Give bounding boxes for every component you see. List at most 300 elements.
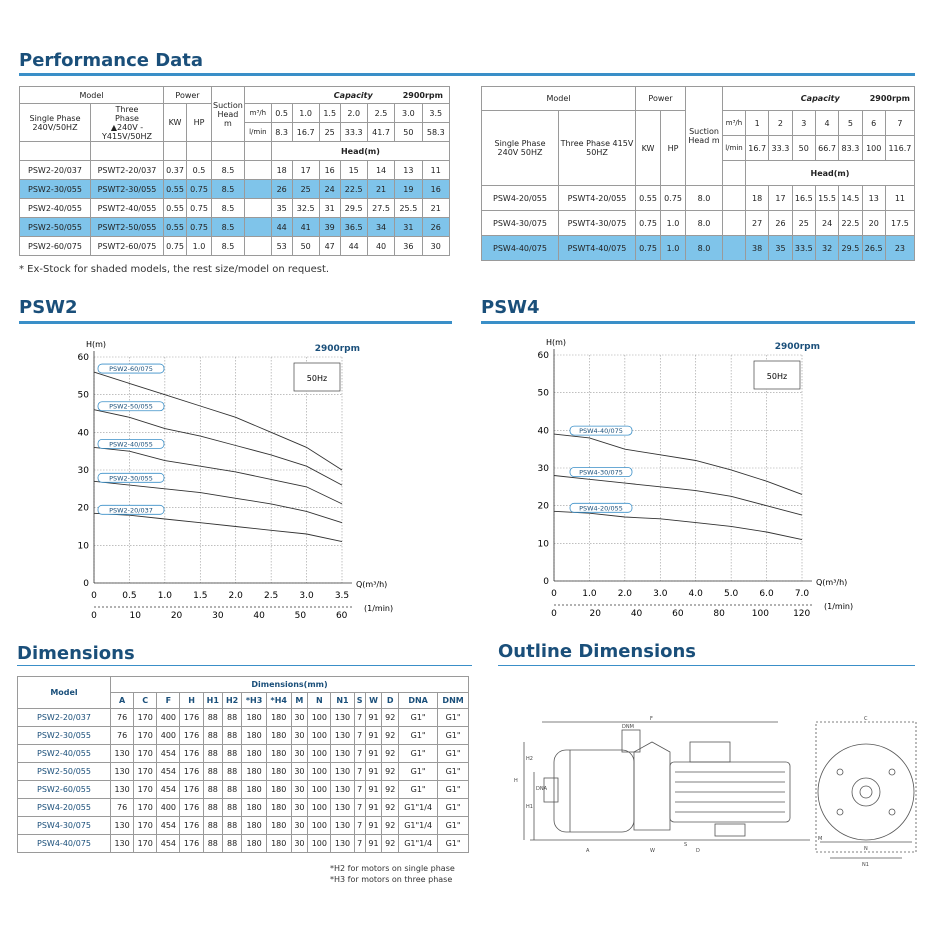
table-cell: 19: [395, 180, 422, 199]
x-axis-label: Q(m³/h): [356, 580, 388, 589]
table-cell: 130: [111, 817, 134, 835]
y-tick-label: 60: [537, 351, 549, 361]
q: 2: [769, 111, 792, 136]
table-cell: PSWT2-50/055: [91, 218, 164, 237]
table-cell: 30: [291, 763, 308, 781]
table-cell: PSW4-20/055: [18, 799, 111, 817]
table-cell: PSW2-30/055: [18, 727, 111, 745]
table-cell: 18: [271, 161, 292, 180]
lbl-m: M: [818, 836, 823, 842]
table-cell: G1"1/4: [399, 799, 438, 817]
table-cell: 16: [422, 180, 449, 199]
table-cell: PSW2-50/055: [20, 218, 91, 237]
h-three: Three Phase ▲240V - Y415V/50HZ: [91, 104, 164, 142]
x-tick-label: 0.5: [122, 591, 137, 601]
table-cell: 180: [242, 745, 267, 763]
h-model: Model: [20, 87, 164, 104]
x-tick-label: 5.0: [723, 589, 739, 599]
table-cell: G1": [438, 781, 469, 799]
x-tick-label: 3.5: [334, 591, 350, 601]
table-cell: 35: [271, 199, 292, 218]
performance-title: Performance Data: [19, 50, 204, 71]
table-cell: G1": [438, 799, 469, 817]
table-cell: 1.0: [661, 211, 686, 236]
table-cell: G1": [438, 745, 469, 763]
table-cell: 26: [271, 180, 292, 199]
table-cell: 30: [422, 237, 449, 256]
table-cell: PSW2-50/055: [18, 763, 111, 781]
col-header: M: [291, 693, 308, 709]
dim-note-1: *H2 for motors on single phase: [330, 864, 455, 873]
table-cell: 50: [292, 237, 319, 256]
table-cell: PSWT2-40/055: [91, 199, 164, 218]
table-cell: 7: [354, 745, 365, 763]
table-cell: PSW4-30/075: [18, 817, 111, 835]
table-cell: 130: [331, 835, 354, 853]
table-cell: 176: [180, 781, 203, 799]
table-cell: 15: [340, 161, 367, 180]
table-cell: PSW2-40/055: [20, 199, 91, 218]
h-head: Head(m): [271, 142, 449, 161]
x-tick-label: 2.5: [263, 591, 279, 601]
lbl-h1: H1: [526, 804, 533, 810]
lbl-n: N: [864, 846, 868, 852]
table-cell: 92: [382, 727, 399, 745]
x-tick-label: 1.0: [157, 591, 173, 601]
table-cell: 170: [134, 781, 157, 799]
table-cell: 36.5: [340, 218, 367, 237]
series-label: PSW4-40/075: [579, 427, 623, 436]
table-cell: PSW2-60/055: [18, 781, 111, 799]
table-cell: 100: [308, 727, 331, 745]
table-cell: 454: [157, 781, 180, 799]
table-cell: 176: [180, 799, 203, 817]
q: 41.7: [367, 123, 394, 142]
table-cell: [244, 199, 271, 218]
x2-tick-label: 40: [630, 609, 643, 619]
h-model: Model: [482, 87, 636, 111]
y-tick-label: 60: [77, 353, 89, 363]
table-cell: 20: [862, 211, 885, 236]
x2-tick-label: 40: [253, 611, 265, 621]
table-cell: 88: [203, 745, 222, 763]
table-row: [20, 161, 450, 180]
table-cell: 454: [157, 835, 180, 853]
dim-note-2: *H3 for motors on three phase: [330, 875, 453, 884]
lbl-w: W: [650, 848, 655, 854]
table-cell: 1.0: [187, 237, 212, 256]
x2-tick-label: 20: [170, 611, 183, 621]
col-header: W: [365, 693, 382, 709]
h-hp: HP: [661, 111, 686, 186]
q: 83.3: [839, 136, 862, 161]
dimensions-title: Dimensions: [17, 643, 135, 664]
col-header: *H3: [242, 693, 267, 709]
table-cell: 180: [266, 727, 291, 745]
series-label: PSW4-20/055: [579, 504, 623, 513]
table-cell: 92: [382, 763, 399, 781]
table-cell: 130: [331, 763, 354, 781]
table-cell: 26.5: [862, 236, 885, 261]
table-cell: 8.0: [686, 236, 723, 261]
q: 3: [792, 111, 815, 136]
table-cell: G1": [438, 835, 469, 853]
table-cell: 180: [266, 763, 291, 781]
table-cell: 91: [365, 799, 382, 817]
h-suction: Suction Head m: [212, 87, 245, 142]
table-cell: 130: [331, 709, 354, 727]
table-cell: 1.0: [661, 236, 686, 261]
psw4-rule: [481, 321, 915, 324]
y-tick-label: 10: [77, 541, 89, 552]
col-header: C: [134, 693, 157, 709]
table-cell: 27.5: [367, 199, 394, 218]
table-cell: 15.5: [815, 186, 838, 211]
performance-note: * Ex-Stock for shaded models, the rest size/model on request.: [19, 264, 330, 275]
h-three: Three Phase 415V 50HZ: [559, 111, 636, 186]
table-cell: 8.5: [212, 199, 245, 218]
table-cell: 180: [266, 709, 291, 727]
table-cell: 454: [157, 817, 180, 835]
table-cell: 7: [354, 799, 365, 817]
y-tick-label: 50: [537, 388, 549, 399]
y-tick-label: 40: [537, 426, 549, 437]
series-label: PSW2-20/037: [109, 506, 153, 515]
y-tick-label: 40: [77, 428, 89, 439]
x-tick-label: 1.5: [193, 591, 208, 601]
table-cell: PSW4-40/075: [482, 236, 559, 261]
table-cell: 170: [134, 799, 157, 817]
table-cell: 8.0: [686, 211, 723, 236]
lbl-s: S: [684, 842, 688, 848]
table-cell: 176: [180, 817, 203, 835]
table-cell: PSWT4-40/075: [559, 236, 636, 261]
table-cell: 88: [222, 745, 241, 763]
table-cell: 0.37: [164, 161, 187, 180]
table-cell: 88: [203, 763, 222, 781]
y-tick-label: 0: [83, 579, 89, 589]
lbl-c: C: [864, 716, 868, 722]
table-cell: 170: [134, 727, 157, 745]
series-line: [94, 481, 342, 522]
table-cell: 176: [180, 763, 203, 781]
table-row: [18, 745, 469, 763]
y-tick-label: 10: [537, 539, 549, 550]
table-cell: 17.5: [885, 211, 914, 236]
table-cell: G1": [438, 763, 469, 781]
x2-tick-label: 100: [751, 609, 769, 619]
table-cell: 0.75: [661, 186, 686, 211]
table-cell: 30: [291, 835, 308, 853]
table-cell: 21: [422, 199, 449, 218]
col-header: S: [354, 693, 365, 709]
table-cell: 26: [769, 211, 792, 236]
table-cell: 38: [745, 236, 768, 261]
table-cell: PSW4-30/075: [482, 211, 559, 236]
h-model: Model: [18, 677, 111, 709]
table-cell: 24: [319, 180, 340, 199]
table-row: [20, 180, 450, 199]
psw2-performance-chart: [50, 335, 410, 625]
table-cell: 23: [885, 236, 914, 261]
table-cell: 14: [367, 161, 394, 180]
x-axis-label: Q(m³/h): [816, 578, 848, 587]
table-cell: 76: [111, 799, 134, 817]
q: 1: [745, 111, 768, 136]
table-row: [20, 237, 450, 256]
h-suction: Suction Head m: [686, 87, 723, 186]
table-cell: 91: [365, 727, 382, 745]
table-cell: G1": [399, 745, 438, 763]
h-kw: KW: [164, 104, 187, 142]
h-single: Single Phase 240V/50HZ: [20, 104, 91, 142]
h-power: Power: [636, 87, 686, 111]
table-cell: [723, 186, 746, 211]
table-cell: G1": [399, 727, 438, 745]
table-cell: G1": [399, 781, 438, 799]
table-cell: 76: [111, 727, 134, 745]
performance-rule: [19, 73, 915, 76]
performance-table-psw4: [481, 86, 915, 261]
table-cell: 88: [203, 835, 222, 853]
table-cell: 92: [382, 835, 399, 853]
table-cell: 400: [157, 799, 180, 817]
x-tick-label: 7.0: [794, 589, 810, 599]
psw2-rule: [19, 321, 452, 324]
q: 1.5: [319, 104, 340, 123]
table-cell: 31: [319, 199, 340, 218]
x2-tick-label: 80: [713, 609, 725, 619]
freq-label: 50Hz: [766, 372, 788, 381]
table-cell: 92: [382, 709, 399, 727]
table-cell: 33.5: [792, 236, 815, 261]
table-cell: 16.5: [792, 186, 815, 211]
table-row: [482, 211, 915, 236]
table-cell: [244, 161, 271, 180]
q: 1.0: [292, 104, 319, 123]
table-row: [18, 763, 469, 781]
bracket: [634, 742, 670, 830]
table-row: [20, 199, 450, 218]
table-cell: 0.55: [164, 199, 187, 218]
series-label: PSW2-30/055: [109, 474, 153, 483]
q: 66.7: [815, 136, 838, 161]
outlet-port: [622, 730, 640, 752]
col-header: H: [180, 693, 203, 709]
terminal-box: [690, 742, 730, 762]
table-cell: 0.55: [636, 186, 661, 211]
table-cell: [723, 211, 746, 236]
series-label: PSW2-40/055: [109, 440, 153, 449]
table-cell: 44: [340, 237, 367, 256]
x2-tick-label: 60: [672, 609, 684, 619]
series-line: [94, 513, 342, 541]
x2-tick-label: 0: [551, 609, 557, 619]
unit-m3h: m³/h: [723, 111, 746, 136]
table-cell: 180: [242, 709, 267, 727]
y-axis-label: H(m): [86, 340, 107, 349]
table-cell: 8.0: [686, 186, 723, 211]
series-label: PSW2-50/055: [109, 402, 153, 411]
table-cell: G1"1/4: [399, 817, 438, 835]
y-tick-label: 50: [77, 390, 89, 401]
y-tick-label: 30: [537, 464, 549, 474]
y-tick-label: 0: [543, 577, 549, 587]
table-cell: 88: [203, 799, 222, 817]
lbl-f: F: [650, 716, 653, 722]
q: 50: [395, 123, 422, 142]
table-cell: 88: [222, 835, 241, 853]
table-cell: 53: [271, 237, 292, 256]
table-row: [482, 236, 915, 261]
table-cell: PSW2-40/055: [18, 745, 111, 763]
table-cell: 180: [242, 799, 267, 817]
table-cell: 41: [292, 218, 319, 237]
unit-lmin: l/min: [244, 123, 271, 142]
table-cell: 454: [157, 763, 180, 781]
table-cell: 22.5: [839, 211, 862, 236]
table-cell: 0.75: [636, 211, 661, 236]
foot: [715, 824, 745, 836]
table-cell: 76: [111, 709, 134, 727]
table-cell: 7: [354, 709, 365, 727]
table-cell: 27: [745, 211, 768, 236]
table-row: [482, 186, 915, 211]
q: 3.5: [422, 104, 449, 123]
table-cell: 0.55: [164, 218, 187, 237]
table-cell: 30: [291, 781, 308, 799]
table-cell: [244, 180, 271, 199]
h-capacity-row: Capacity 2900rpm: [723, 87, 915, 111]
col-header: N: [308, 693, 331, 709]
pump-body: [554, 750, 634, 832]
table-cell: G1"1/4: [399, 835, 438, 853]
col-header: F: [157, 693, 180, 709]
y-tick-label: 20: [537, 501, 549, 512]
table-cell: 7: [354, 727, 365, 745]
table-cell: 13: [395, 161, 422, 180]
table-cell: 32: [815, 236, 838, 261]
x-tick-label: 3.0: [299, 591, 314, 601]
table-row: [20, 218, 450, 237]
table-cell: PSW4-40/075: [18, 835, 111, 853]
table-cell: 0.5: [187, 161, 212, 180]
table-cell: [723, 236, 746, 261]
table-cell: G1": [438, 727, 469, 745]
h-capacity-row: Capacity 2900rpm: [244, 87, 449, 104]
table-cell: 100: [308, 835, 331, 853]
q: 8.3: [271, 123, 292, 142]
q: 0.5: [271, 104, 292, 123]
table-cell: 180: [242, 727, 267, 745]
lbl-dna: DNA: [536, 786, 548, 792]
rpm-label: 2900rpm: [774, 342, 820, 352]
table-cell: G1": [399, 763, 438, 781]
table-cell: 92: [382, 745, 399, 763]
table-cell: PSWT2-60/075: [91, 237, 164, 256]
table-cell: 130: [331, 745, 354, 763]
table-cell: 31: [395, 218, 422, 237]
performance-table-psw2: [19, 86, 450, 256]
q: 33.3: [769, 136, 792, 161]
table-cell: 400: [157, 727, 180, 745]
table-cell: 13: [862, 186, 885, 211]
series-label: PSW4-30/075: [579, 468, 623, 477]
x-tick-label: 2.0: [228, 591, 243, 601]
rpm-label: 2900rpm: [314, 344, 360, 354]
table-cell: 170: [134, 817, 157, 835]
table-cell: 176: [180, 727, 203, 745]
table-cell: 100: [308, 763, 331, 781]
outline-rule: [498, 665, 915, 666]
table-row: [18, 835, 469, 853]
x2-tick-label: 20: [589, 609, 602, 619]
x2-tick-label: 0: [91, 611, 97, 621]
table-cell: 0.75: [187, 180, 212, 199]
x-tick-label: 2.0: [617, 589, 633, 599]
unit-lmin: l/min: [723, 136, 746, 161]
table-cell: 11: [885, 186, 914, 211]
table-cell: PSW2-30/055: [20, 180, 91, 199]
q: 100: [862, 136, 885, 161]
lbl-n1: N1: [862, 862, 869, 868]
front-port: [852, 778, 880, 806]
col-header: N1: [331, 693, 354, 709]
table-cell: 30: [291, 709, 308, 727]
table-cell: 91: [365, 835, 382, 853]
table-cell: 26: [422, 218, 449, 237]
outline-title: Outline Dimensions: [498, 641, 697, 662]
table-cell: 100: [308, 745, 331, 763]
table-cell: 40: [367, 237, 394, 256]
x-tick-label: 4.0: [688, 589, 703, 599]
y-tick-label: 30: [77, 466, 89, 476]
table-cell: 25: [292, 180, 319, 199]
freq-label: 50Hz: [306, 374, 328, 383]
y-axis-label: H(m): [546, 338, 567, 347]
table-cell: 88: [222, 817, 241, 835]
series-line: [554, 511, 802, 539]
h-single: Single Phase 240V 50HZ: [482, 111, 559, 186]
table-cell: 88: [222, 781, 241, 799]
lbl-d: D: [696, 848, 700, 854]
table-cell: 91: [365, 763, 382, 781]
unit-m3h: m³/h: [244, 104, 271, 123]
x-tick-label: 3.0: [653, 589, 668, 599]
table-cell: 180: [266, 799, 291, 817]
table-cell: 100: [308, 799, 331, 817]
table-cell: 130: [331, 781, 354, 799]
table-cell: 88: [222, 763, 241, 781]
table-cell: 17: [769, 186, 792, 211]
q: 2.5: [367, 104, 394, 123]
table-cell: PSW2-60/075: [20, 237, 91, 256]
col-header: H1: [203, 693, 222, 709]
x-tick-label: 1.0: [582, 589, 597, 599]
table-cell: 0.75: [187, 218, 212, 237]
table-cell: 0.75: [187, 199, 212, 218]
table-cell: 30: [291, 727, 308, 745]
col-header: H2: [222, 693, 241, 709]
table-cell: 100: [308, 709, 331, 727]
table-cell: 30: [291, 745, 308, 763]
table-cell: 24: [815, 211, 838, 236]
h-head: Head(m): [745, 161, 914, 186]
table-cell: 36: [395, 237, 422, 256]
table-cell: 17: [292, 161, 319, 180]
table-cell: G1": [438, 817, 469, 835]
y-tick-label: 20: [77, 503, 89, 514]
